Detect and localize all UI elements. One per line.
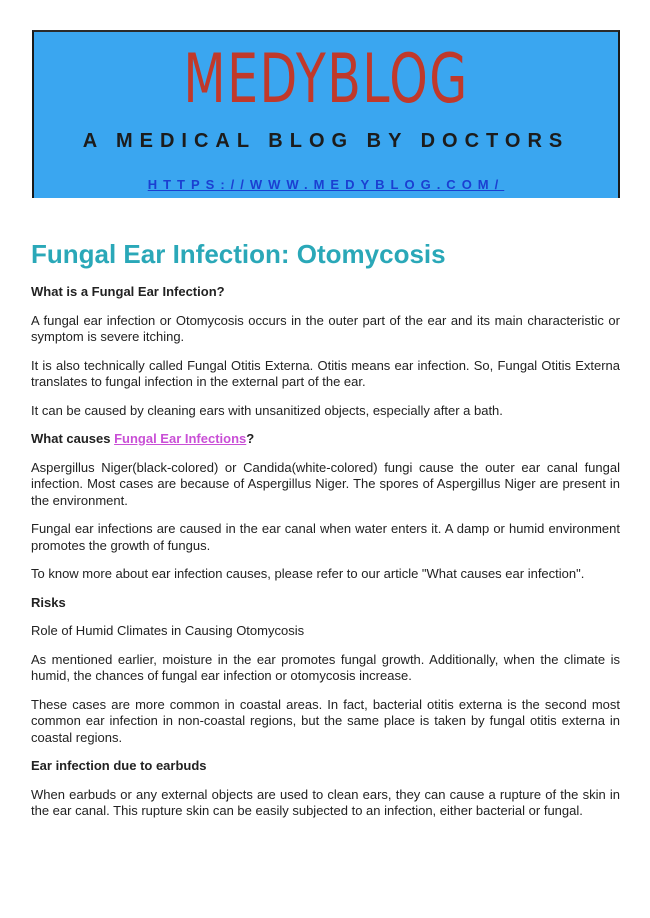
heading-earbuds: Ear infection due to earbuds [31, 758, 207, 773]
article-body [31, 236, 620, 832]
paragraph-technical-name: It is also technically called Fungal Otitis Externa. Otitis means ear infection. So, Fungal Otitis Externa translates to fungal infection in the external part of the ear. [31, 357, 620, 389]
heading-causes-prefix: What causes [31, 431, 115, 446]
article-title: Fungal Ear Infection: Otomycosis [31, 239, 446, 269]
heading-causes-suffix: ? [246, 431, 255, 446]
brand-logo-text: MEDYBLOG [183, 40, 469, 119]
fungal-ear-infections-link[interactable]: Fungal Ear Infections [114, 431, 247, 446]
paragraph-humid-climates: Role of Humid Climates in Causing Otomycosis [31, 623, 305, 638]
paragraph-cause-cleaning: It can be caused by cleaning ears with unsanitized objects, especially after a bath. [31, 402, 503, 418]
paragraph-water: Fungal ear infections are caused in the ear canal when water enters it. A damp or humid environment promotes the growth of fungus. [31, 521, 620, 553]
site-url-link[interactable]: HTTPS://WWW.MEDYBLOG.COM/ [147, 177, 505, 192]
tagline: A MEDICAL BLOG BY DOCTORS [82, 130, 570, 152]
heading-what-is: What is a Fungal Ear Infection? [31, 284, 225, 299]
paragraph-fungi: Aspergillus Niger(black-colored) or Candida(white-colored) fungi cause the outer ear canal fungal infection. Most cases are because of Aspergillus Niger. The spores of Aspergillus Niger are present in the environment. [31, 459, 620, 508]
paragraph-definition: A fungal ear infection or Otomycosis occurs in the outer part of the ear and its main characteristic or symptom is severe itching. [31, 312, 620, 344]
heading-risks: Risks [31, 594, 66, 610]
paragraph-coastal: These cases are more common in coastal areas. In fact, bacterial otitis externa is the second most common ear infection in non-coastal regions, but the same place is taken by fungal otitis externa in coastal regions. [31, 696, 620, 745]
paragraph-refer-article: To know more about ear infection causes, please refer to our article "What causes ear infection". [31, 566, 585, 581]
paragraph-earbuds: When earbuds or any external objects are used to clean ears, they can cause a rupture of the skin in the ear canal. This rupture skin can be easily subjected to an infection, either bacterial or fungal. [31, 786, 620, 818]
header-banner [32, 30, 620, 198]
heading-what-causes [31, 431, 620, 448]
paragraph-moisture: As mentioned earlier, moisture in the ear promotes fungal growth. Additionally, when the climate is humid, the chances of fungal ear infection or otomycosis increase. [31, 651, 620, 683]
